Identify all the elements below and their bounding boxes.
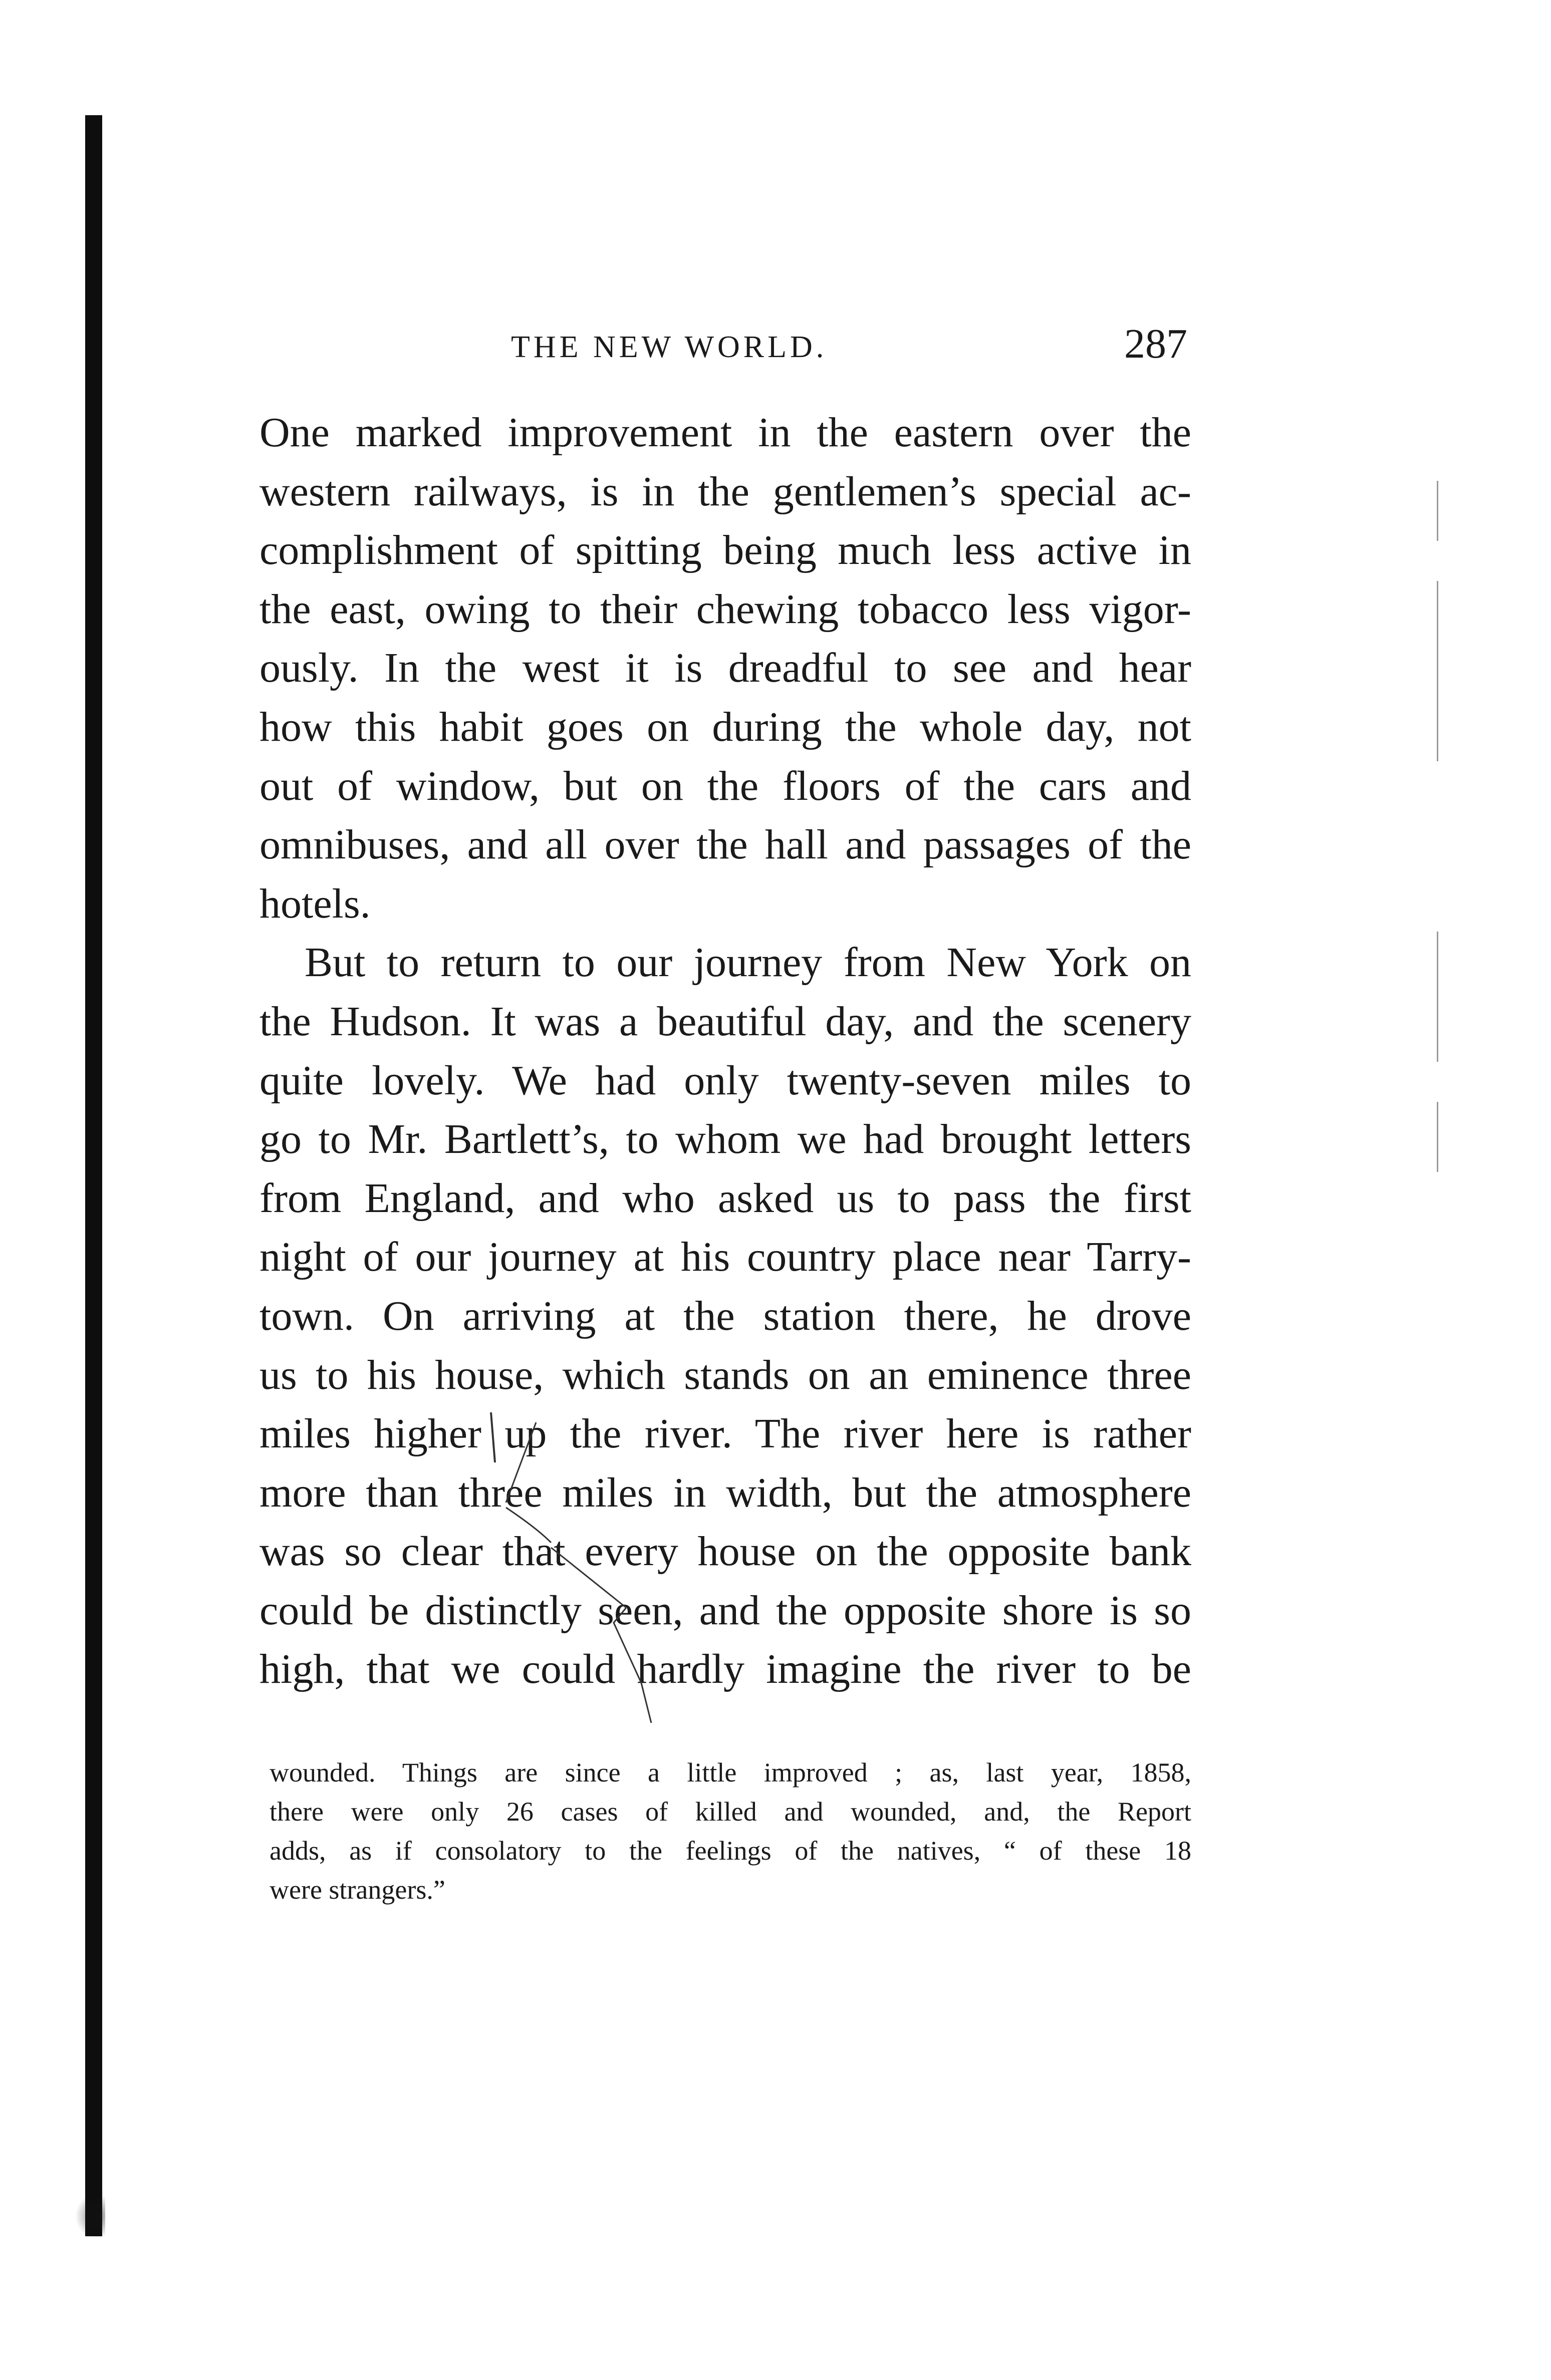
text-line: town. On arriving at the station there, he drove: [260, 1292, 1191, 1339]
text-line: western railways, is in the gentlemen’s special ac-: [260, 468, 1191, 515]
text-line: the east, owing to their chewing tobacco less vigor-: [260, 585, 1191, 633]
footnote-line: wounded. Things are since a little improved ; as, last year, 1858,: [270, 1757, 1191, 1788]
text-line: One marked improvement in the eastern over the: [260, 409, 1191, 456]
footnote-line: were strangers.”: [270, 1875, 445, 1905]
binding-smudge: [75, 2194, 105, 2239]
text-line: was so clear that every house on the opposite bank: [260, 1528, 1191, 1575]
running-title: THE NEW WORLD.: [511, 330, 828, 364]
running-head: [261, 320, 1187, 375]
binding-shadow: [85, 115, 102, 2236]
text-line: complishment of spitting being much less active in: [260, 527, 1191, 574]
text-line: miles higher up the river. The river here is rather: [260, 1410, 1191, 1457]
text-line: high, that we could hardly imagine the river to be: [260, 1646, 1191, 1693]
margin-marks: [1433, 481, 1443, 1583]
text-line: from England, and who asked us to pass the first: [260, 1174, 1191, 1222]
text-line: night of our journey at his country place near Tarry-: [260, 1234, 1191, 1281]
text-line: But to return to our journey from New York on: [305, 939, 1191, 986]
text-line: how this habit goes on during the whole day, not: [260, 703, 1191, 750]
page-number: 287: [1124, 321, 1187, 367]
text-line: the Hudson. It was a beautiful day, and the scenery: [260, 998, 1191, 1045]
text-line: ously. In the west it is dreadful to see and hear: [260, 645, 1191, 692]
pencil-annotation: [476, 1402, 686, 1743]
text-line: omnibuses, and all over the hall and passages of the: [260, 821, 1191, 868]
text-line: more than three miles in width, but the atmosphere: [260, 1469, 1191, 1516]
text-line: quite lovely. We had only twenty-seven miles to: [260, 1057, 1191, 1104]
text-line: us to his house, which stands on an eminence three: [260, 1351, 1191, 1398]
footnote: [270, 1753, 1191, 1909]
text-line: go to Mr. Bartlett’s, to whom we had brought letters: [260, 1116, 1191, 1163]
footnote-line: adds, as if consolatory to the feelings of the natives, “ of these 18: [270, 1836, 1191, 1866]
body-text: [260, 403, 1191, 1699]
text-line: could be distinctly seen, and the opposite shore is so: [260, 1587, 1191, 1634]
text-line: out of window, but on the floors of the cars and: [260, 762, 1191, 809]
text-line: hotels.: [260, 880, 371, 927]
footnote-line: there were only 26 cases of killed and wounded, and, the Report: [270, 1797, 1191, 1827]
